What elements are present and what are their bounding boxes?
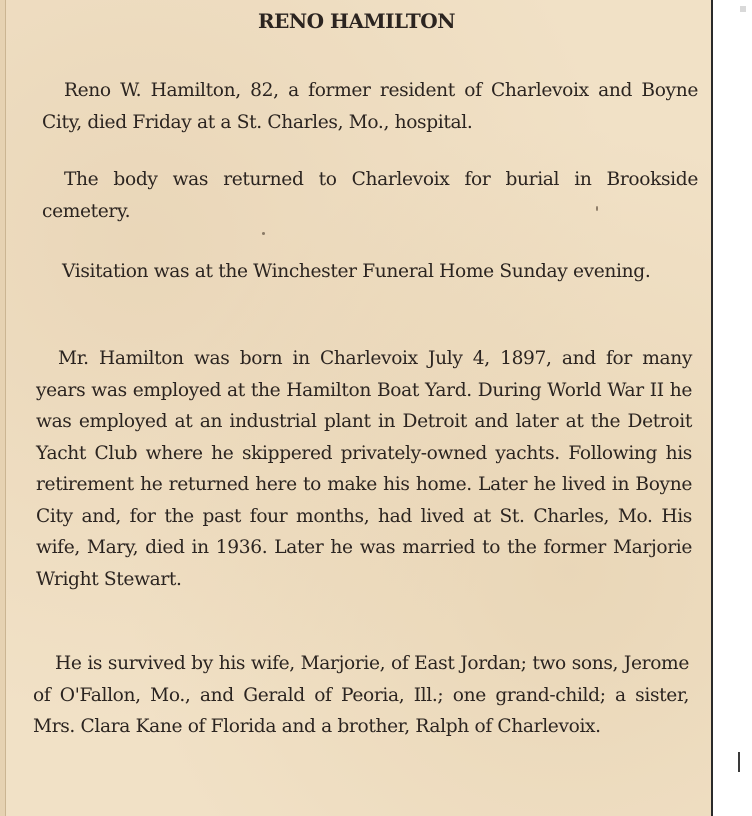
obituary-headline: RENO HAMILTON [258,9,455,33]
paragraph-5-text: He is survived by his wife, Marjorie, of East Jordan; two sons, Jerome of O'Fallon, Mo., and Gerald of Peoria, Ill.; one grand-child; a sister, Mrs. Clara Kane of Florida and a brother, Ralph of Charlevoix. [33,653,689,737]
paragraph-1-text: Reno W. Hamilton, 82, a former resident of Charlevoix and Boyne City, died Friday at a St. Charles, Mo., hospital. [42,80,698,133]
paper-speck [596,206,598,211]
scan-artifact [740,6,746,12]
paragraph-3-text: Visitation was at the Winchester Funeral Home Sunday evening. [62,261,651,282]
paper-speck [262,232,265,235]
obituary-paragraph-5 [33,648,689,743]
obituary-paragraph-1 [42,75,698,138]
obituary-paragraph-4 [36,343,692,595]
paragraph-4-text: Mr. Hamilton was born in Charlevoix July 4, 1897, and for many years was employed at the Hamilton Boat Yard. During World War II he was employed at an industrial plant in Detroit and later at the Detroit Yacht Club where he skippered privately-owned yachts. Following his retirement he returned here to make his home. Later he lived in Boyne City and, for the past four months, had lived at St. Charles, Mo. His wife, Mary, died in 1936. Later he was married to the former Marjorie Wright Stewart. [36,348,692,590]
paragraph-2-text: The body was returned to Charlevoix for burial in Brookside cemetery. [42,169,698,222]
obituary-paragraph-3 [40,256,696,288]
clipping-left-edge [0,0,6,816]
obituary-paragraph-2 [42,164,698,227]
scan-artifact [738,752,740,772]
